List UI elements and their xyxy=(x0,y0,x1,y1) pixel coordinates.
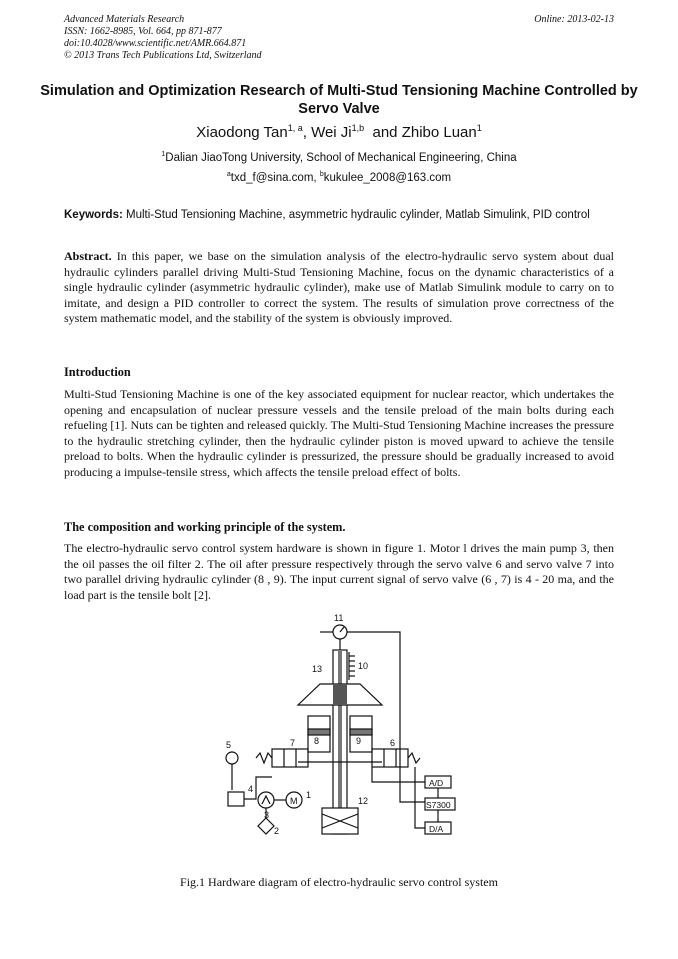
email-sup: a xyxy=(226,171,231,178)
ad-label: A/D xyxy=(429,778,444,788)
abstract xyxy=(64,249,614,327)
journal-name: Advanced Materials Research xyxy=(64,14,185,25)
label-12: 12 xyxy=(358,796,369,806)
section-text: Multi-Stud Tensioning Machine is one of the key associated equipment for nuclear reactor, which undertakes the opening and encapsulation of nuclear pressure vessels and the tensile preload of the main bolts during each refueling [1]. Nuts can be tighten and released quickly. The Multi-Stud Tensioning Machine increases the pressure to the hydraulic stretching cylinder, then the hydraulic cylinder piston is moved upward to achieve the tensile preload to bolts. When the hydraulic cylinder is pressurized, the pressure should be gradually increased to avoid producing a impulse-tensile stress, which affects the tensile preload effect of bolts. xyxy=(64,387,614,479)
label-4: 4 xyxy=(248,784,254,794)
label-9: 9 xyxy=(356,736,362,746)
section-text: The electro-hydraulic servo control system hardware is shown in figure 1. Motor l drives the main pump 3, then the oil passes the oil filter 2. The oil after pressure respectively through the servo valve 6 and servo valve 7 into two parallel driving hydraulic cylinder (8 , 9). The input current signal of servo valve (6 , 7) is 4 - 20 ma, and the load part is the tensile bolt [2]. xyxy=(64,541,614,602)
label-1: 1 xyxy=(306,790,312,800)
email-b: kukulee_2008@163.com xyxy=(323,171,452,184)
hardware-diagram xyxy=(210,612,470,844)
motor-label: M xyxy=(290,796,298,806)
paper-title: Simulation and Optimization Research of Multi-Stud Tensioning Machine Controlled by Servo Valve xyxy=(40,83,638,117)
author-sup: 1 xyxy=(476,123,482,133)
author-name: Wei Ji xyxy=(311,124,352,141)
label-5: 5 xyxy=(226,740,232,750)
label-3: 3 xyxy=(264,810,270,820)
copyright: © 2013 Trans Tech Publications Ltd, Switzerland xyxy=(64,50,262,61)
label-6: 6 xyxy=(390,738,396,748)
s7300-label: S7300 xyxy=(426,800,451,810)
emails xyxy=(0,171,678,184)
keywords-label: Keywords: xyxy=(64,209,123,221)
author-sup: 1,b xyxy=(351,123,365,133)
online-date: Online: 2013-02-13 xyxy=(534,14,614,25)
keywords xyxy=(64,208,614,222)
figure-caption: Fig.1 Hardware diagram of electro-hydraulic servo control system xyxy=(180,875,498,889)
affiliation-text: Dalian JiaoTong University, School of Mechanical Engineering, China xyxy=(165,151,517,164)
doi: doi:10.4028/www.scientific.net/AMR.664.871 xyxy=(64,38,247,49)
label-2: 2 xyxy=(274,826,280,836)
keywords-text: Multi-Stud Tensioning Machine, asymmetric hydraulic cylinder, Matlab Simulink, PID control xyxy=(126,209,590,221)
section-heading: Introduction xyxy=(64,365,131,379)
label-11: 11 xyxy=(334,613,344,623)
author-name: Xiaodong Tan xyxy=(196,124,288,141)
author-sup: 1, a xyxy=(287,123,303,133)
section-heading: The composition and working principle of the system. xyxy=(64,520,346,534)
da-label: D/A xyxy=(429,824,444,834)
abstract-text: In this paper, we base on the simulation analysis of the electro-hydraulic servo system about dual hydraulic cylinders parallel driving Multi-Stud Tensioning Machine, focus on the dynamic characteristics of a single hydraulic cylinder (asymmetric hydraulic cylinder), make use of Matlab Simulink module to carry on to imitate, and design a PID controller to correct the system. The results of simulation prove correctness of the system mathematic model, and the stability of the system is obviously improved. xyxy=(64,249,615,326)
issn: ISSN: 1662-8985, Vol. 664, pp 871-877 xyxy=(64,26,222,37)
email-sup: b xyxy=(319,171,324,178)
author-list: Xiaodong Tan$^{1, a}$, Wei Ji$^{1,b}$ and Zhibo Luan$^1$ xyxy=(196,123,482,141)
label-8: 8 xyxy=(314,736,320,746)
author-name: Zhibo Luan xyxy=(401,124,477,141)
abstract-label: Abstract. xyxy=(64,249,112,263)
affiliation-sup: 1 xyxy=(161,151,166,158)
label-10: 10 xyxy=(358,661,369,671)
label-7: 7 xyxy=(290,738,296,748)
email-a: txd_f@sina.com, xyxy=(230,171,317,184)
label-13: 13 xyxy=(312,664,323,674)
running-header xyxy=(64,14,614,62)
affiliation xyxy=(0,151,678,164)
